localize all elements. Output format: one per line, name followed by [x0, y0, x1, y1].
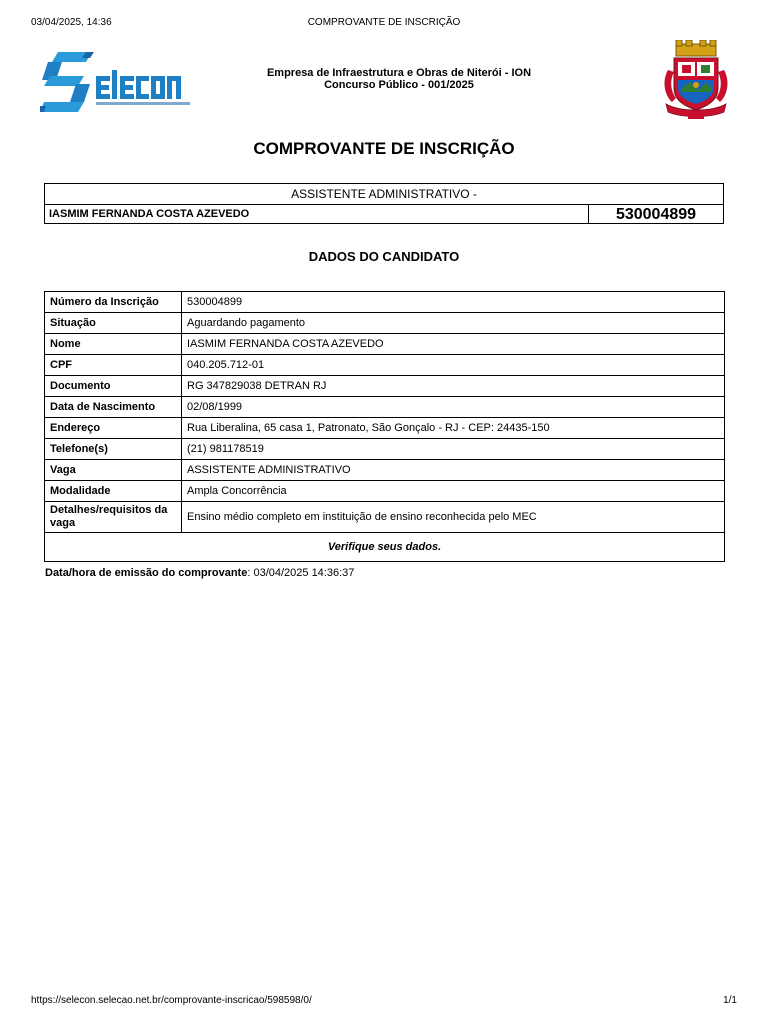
row-value: ASSISTENTE ADMINISTRATIVO [182, 460, 725, 481]
row-value: RG 347829038 DETRAN RJ [182, 376, 725, 397]
summary-row [45, 205, 723, 224]
selecon-logo [40, 46, 196, 118]
registration-number: 530004899 [588, 205, 723, 224]
row-label: Documento [45, 376, 182, 397]
table-row [45, 334, 725, 355]
table-row [45, 439, 725, 460]
document-title: COMPROVANTE DE INSCRIÇÃO [253, 139, 515, 158]
candidate-data-table [44, 291, 725, 562]
row-label: Detalhes/requisitos da vaga [45, 502, 182, 533]
row-label: Situação [45, 313, 182, 334]
table-row [45, 418, 725, 439]
row-value: 02/08/1999 [182, 397, 725, 418]
section-title: DADOS DO CANDIDATO [308, 249, 460, 264]
niteroi-coat-of-arms [660, 40, 732, 120]
emission-datetime [45, 567, 354, 580]
emission-value: : 03/04/2025 14:36:37 [247, 567, 355, 579]
row-value: Ensino médio completo em instituição de ensino reconhecida pelo MEC [182, 502, 725, 533]
organization-header [200, 67, 598, 91]
row-value: Ampla Concorrência [182, 481, 725, 502]
row-label: Modalidade [45, 481, 182, 502]
table-row [45, 481, 725, 502]
print-page-title: COMPROVANTE DE INSCRIÇÃO [307, 17, 461, 28]
print-datetime: 03/04/2025, 14:36 [31, 17, 112, 28]
verify-note: Verifique seus dados. [45, 533, 725, 562]
row-label: CPF [45, 355, 182, 376]
print-footer [31, 995, 737, 1009]
row-value: Aguardando pagamento [182, 313, 725, 334]
organization-name: Empresa de Infraestrutura e Obras de Niterói - ION [266, 67, 532, 79]
table-row [45, 313, 725, 334]
row-label: Nome [45, 334, 182, 355]
table-row [45, 397, 725, 418]
emission-label: Data/hora de emissão do comprovante [45, 567, 248, 579]
verify-row [45, 533, 725, 562]
page-number: 1/1 [723, 995, 737, 1006]
print-header [31, 17, 737, 31]
row-label: Telefone(s) [45, 439, 182, 460]
contest-name: Concurso Público - 001/2025 [324, 79, 474, 91]
candidate-name: IASMIM FERNANDA COSTA AZEVEDO [49, 208, 250, 220]
coat-of-arms-graphic [660, 40, 732, 120]
selecon-logo-graphic [40, 46, 196, 118]
row-label: Vaga [45, 460, 182, 481]
row-label: Data de Nascimento [45, 397, 182, 418]
row-label: Número da Inscrição [45, 292, 182, 313]
row-label: Endereço [45, 418, 182, 439]
table-row [45, 502, 725, 533]
table-row [45, 292, 725, 313]
page-url: https://selecon.selecao.net.br/comprovante-inscricao/598598/0/ [31, 995, 312, 1006]
position-title: ASSISTENTE ADMINISTRATIVO - [45, 184, 723, 205]
table-row [45, 460, 725, 481]
row-value: Rua Liberalina, 65 casa 1, Patronato, São Gonçalo - RJ - CEP: 24435-150 [182, 418, 725, 439]
table-row [45, 355, 725, 376]
row-value: (21) 981178519 [182, 439, 725, 460]
table-row [45, 376, 725, 397]
row-value: IASMIM FERNANDA COSTA AZEVEDO [182, 334, 725, 355]
registration-summary [44, 183, 724, 224]
row-value: 040.205.712-01 [182, 355, 725, 376]
row-value: 530004899 [182, 292, 725, 313]
